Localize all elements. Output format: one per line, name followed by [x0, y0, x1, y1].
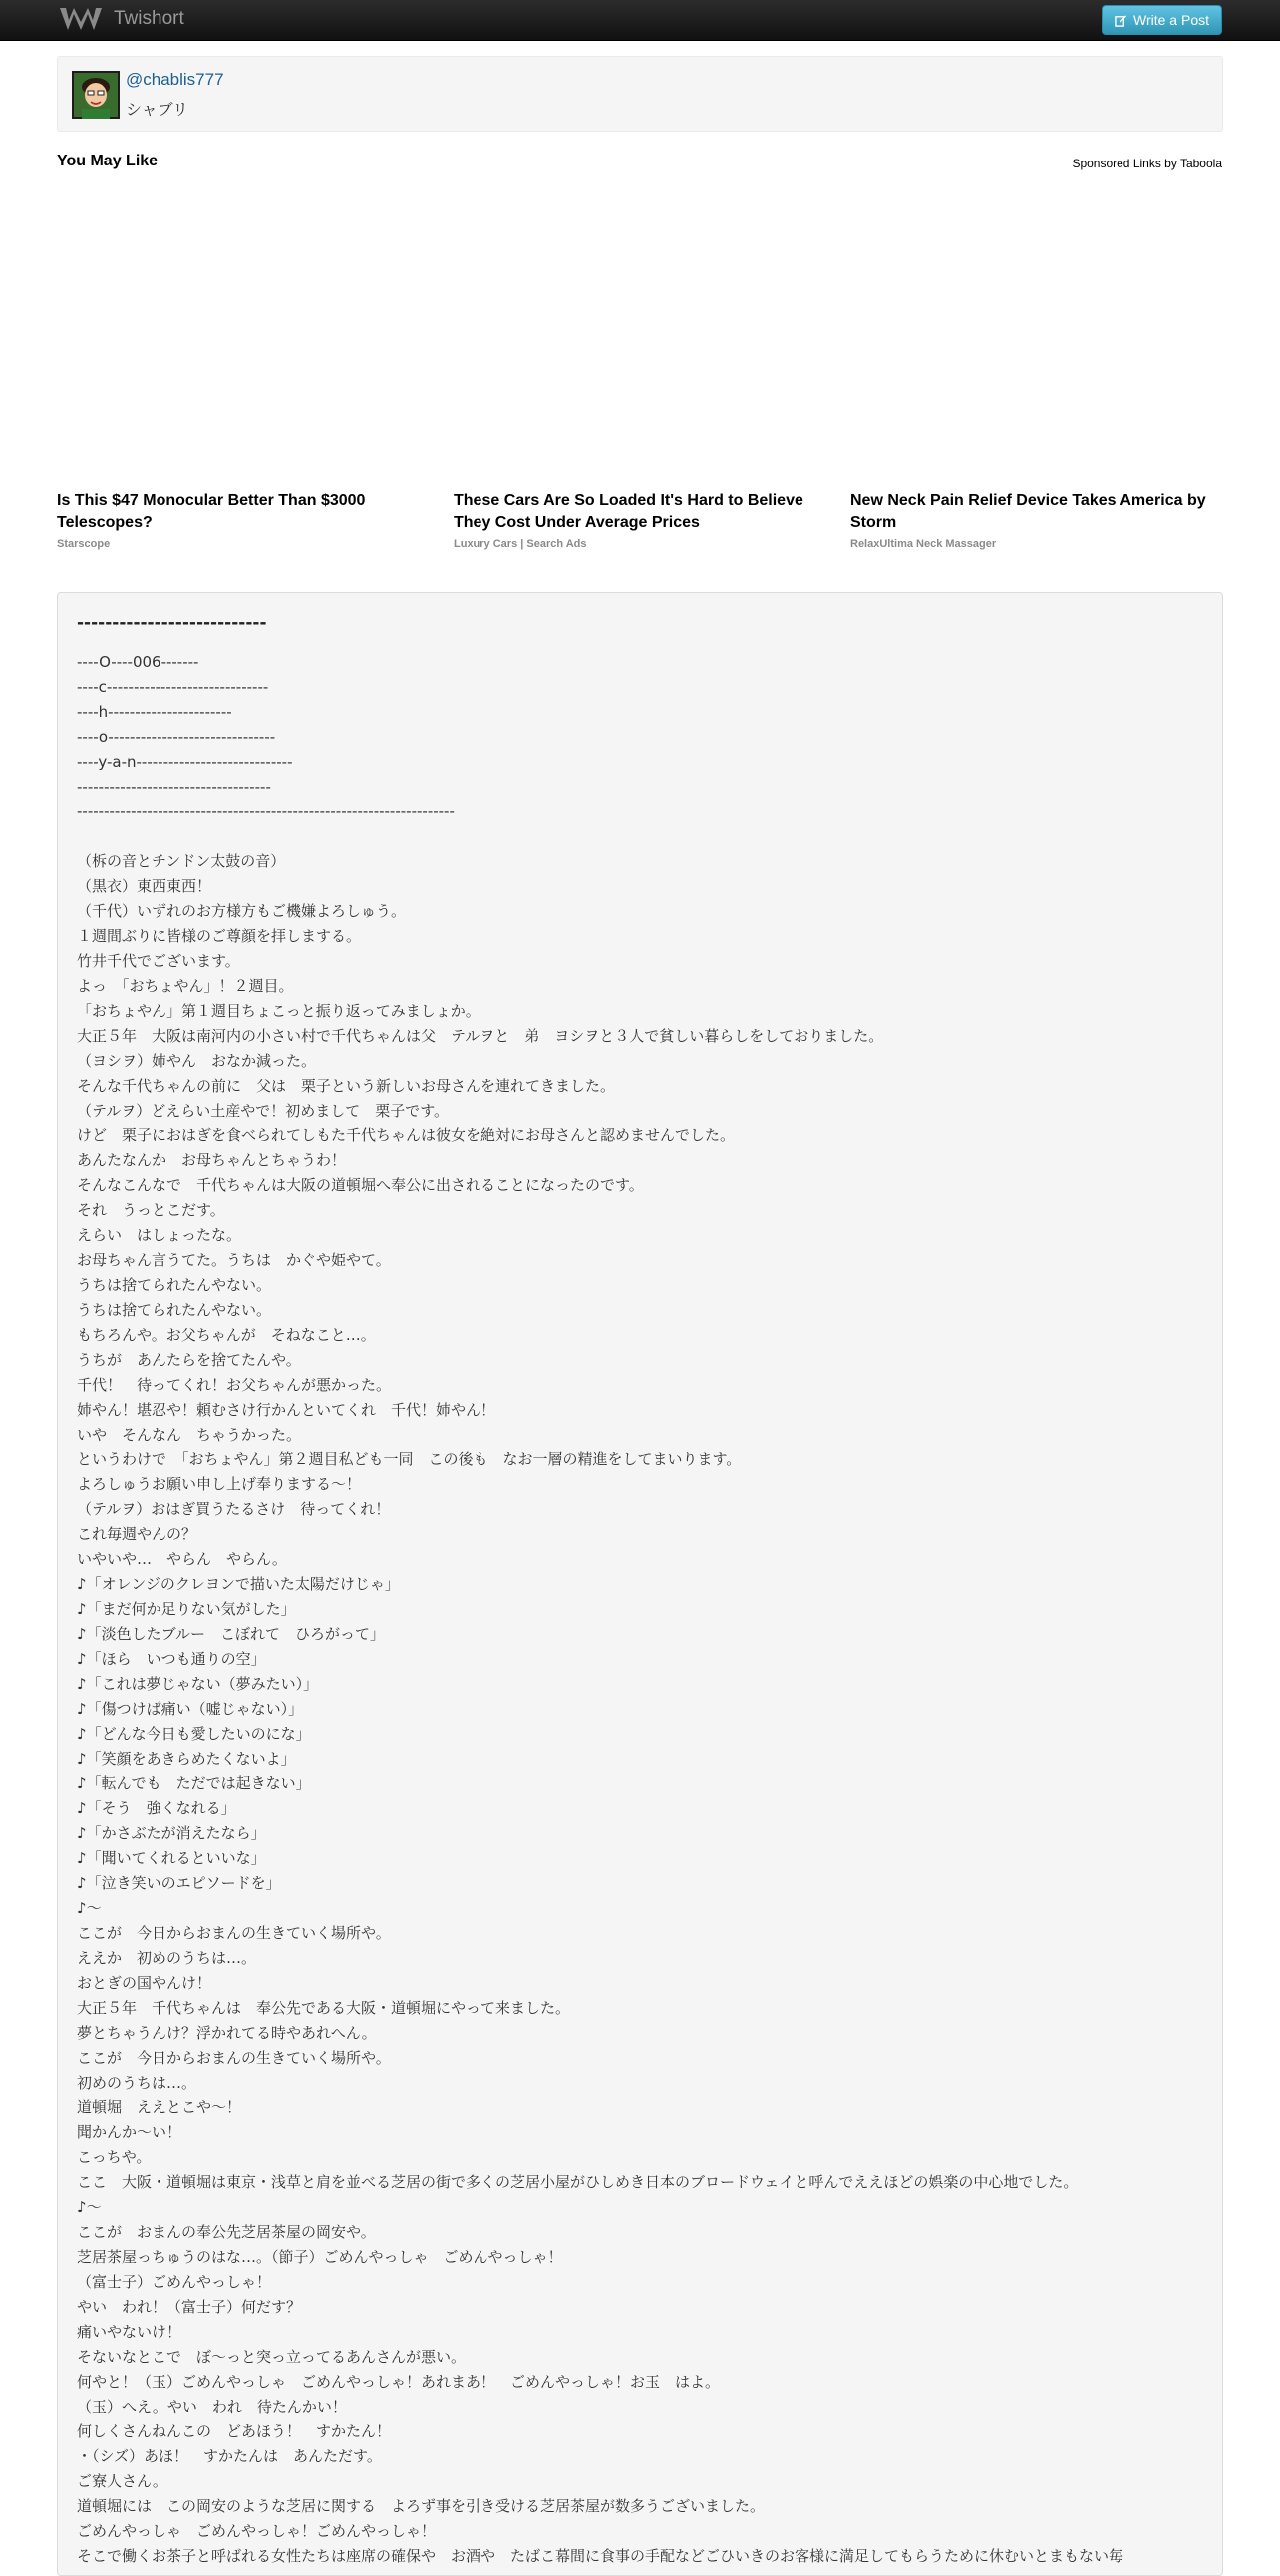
post-line: （テルヲ）どえらい土産やで！初めまして 栗子です。: [77, 1102, 450, 1120]
post-line: （柝の音とチンドン太鼓の音）: [77, 852, 286, 870]
post-line: １週間ぶりに皆様のご尊顔を拝しまする。: [77, 927, 362, 945]
post-line: ♪「かさぶたが消えたなら」: [77, 1824, 266, 1842]
post-line: ♪「どんな今日も愛したいのにな」: [77, 1725, 311, 1743]
ad-card[interactable]: [454, 181, 832, 550]
post-line: ここが 今日からおまんの生きていく場所や。: [77, 2049, 391, 2067]
ad-source[interactable]: Starscope: [57, 538, 111, 550]
post-line: ♪「オレンジのクレヨンで描いた太陽だけじゃ」: [77, 1575, 400, 1593]
ad-source[interactable]: Luxury Cars | Search Ads: [454, 538, 587, 550]
post-line: もちろんや。お父ちゃんが そねなこと…。: [77, 1326, 376, 1344]
post-line: （テルヲ）おはぎ買うたるさけ 待ってくれ！: [77, 1500, 391, 1518]
post-line: ごめんやっしゃ ごめんやっしゃ！ごめんやっしゃ！: [77, 2522, 437, 2540]
post-line: ♪「傷つけば痛い（嘘じゃない）」: [77, 1700, 304, 1718]
post-line: お母ちゃん言うてた。うちは かぐや姫やて。: [77, 1251, 391, 1269]
ad-title[interactable]: New Neck Pain Relief Device Takes America by Storm: [850, 492, 1206, 531]
user-bio: シャブリ: [126, 100, 189, 119]
post-line: ここが おまんの奉公先芝居茶屋の岡安や。: [77, 2223, 376, 2241]
post-line: えらい はしょったな。: [77, 1226, 242, 1244]
post-line: 大正５年 千代ちゃんは 奉公先である大阪・道頓堀にやって来ました。: [77, 1999, 571, 2017]
post-line: そんなこんなで 千代ちゃんは大阪の道頓堀へ奉公に出されることになったのです。: [77, 1176, 644, 1194]
post-line: （千代）いずれのお方様方もご機嫌よろしゅう。: [77, 902, 407, 920]
post-line: 何やと！（玉）ごめんやっしゃ ごめんやっしゃ！あれまあ！ ごめんやっしゃ！お玉 はよ。: [77, 2373, 721, 2391]
post-line: 千代！ 待ってくれ！お父ちゃんが悪かった。: [77, 1376, 392, 1394]
ad-image[interactable]: [454, 181, 832, 481]
you-may-like-heading: You May Like: [57, 153, 159, 169]
post-line: 道頓堀には この岡安のような芝居に関する よろず事を引き受ける芝居茶屋が数多うございました。: [77, 2497, 766, 2515]
post-line: 芝居茶屋っちゅうのはな…。（節子）ごめんやっしゃ ごめんやっしゃ！: [77, 2248, 563, 2266]
post-line: ♪「まだ何か足りない気がした」: [77, 1600, 296, 1618]
ad-title[interactable]: These Cars Are So Loaded It's Hard to Believe They Cost Under Average Prices: [454, 492, 803, 531]
post-line: これ毎週やんの？: [77, 1525, 197, 1543]
post-line: （富士子）ごめんやっしゃ！: [77, 2273, 272, 2291]
post-line: それ うっとこだす。: [77, 1201, 225, 1219]
ad-card[interactable]: [850, 181, 1229, 550]
post-line: 聞かんか～い！: [77, 2123, 182, 2141]
post-line: やい われ！（富士子）何だす？: [77, 2298, 302, 2316]
post-line: ----O----006-------: [77, 653, 199, 671]
post-line: あんたなんか お母ちゃんとちゃうわ！: [77, 1151, 347, 1169]
post-line: 初めのうちは…。: [77, 2074, 197, 2092]
ad-image[interactable]: [57, 181, 436, 481]
post-line: そこで働くお茶子と呼ばれる女性たちは座席の確保や お酒や たばこ幕間に食事の手配などごひいきのお客様に満足してもらうために休むいとまもない毎: [77, 2547, 1124, 2565]
post-line: ご寮人さん。: [77, 2472, 167, 2490]
post-line: 何しくさんねんこの どあほう！ すかたん！: [77, 2422, 392, 2440]
post-line: 「おちょやん」第１週目ちょこっと振り返ってみましょか。: [77, 1002, 480, 1020]
profile-card: [57, 56, 1223, 132]
post-line: ----------------------------------------------------------------------: [77, 803, 455, 820]
post-line: 痛いやないけ！: [77, 2323, 182, 2341]
post-line: ・（シズ）あほ！ すかたんは あんただす。: [77, 2447, 382, 2465]
post-line: いや そんなん ちゃうかった。: [77, 1426, 302, 1444]
post-line: いやいや… やらん やらん。: [77, 1550, 287, 1568]
post-line: （黒衣）東西東西！: [77, 877, 212, 895]
post-line: けど 栗子におはぎを食べられてしもた千代ちゃんは彼女を絶対にお母さんと認めませんでした。: [77, 1127, 736, 1144]
post-line: ♪「泣き笑いのエピソードを」: [77, 1874, 281, 1892]
post-body: [77, 650, 1203, 2569]
sponsored-links[interactable]: Sponsored Links by Taboola: [1072, 157, 1222, 170]
post-line: ------------------------------------: [77, 778, 271, 796]
post-line: 道頓堀 ええとこや～！: [77, 2098, 242, 2116]
post-content: [57, 592, 1223, 2576]
post-line: ここ 大阪・道頓堀は東京・浅草と肩を並べる芝居の街で多くの芝居小屋がひしめき日本のブロードウェイと呼んでええほどの娯楽の中心地でした。: [77, 2173, 1079, 2191]
post-line: そないなとこで ぼ～っと突っ立ってるあんさんが悪い。: [77, 2348, 467, 2366]
post-line: そんな千代ちゃんの前に 父は 栗子という新しいお母さんを連れてきました。: [77, 1077, 616, 1095]
post-line: おとぎの国やんけ！: [77, 1974, 212, 1992]
post-line: [77, 824, 1203, 849]
ad-image[interactable]: [850, 181, 1229, 481]
post-line: ええか 初めのうちは…。: [77, 1949, 257, 1967]
twishort-logo-icon[interactable]: [58, 6, 104, 32]
post-line: ----c------------------------------: [77, 678, 269, 696]
post-line: ♪「淡色したブルー こぼれて ひろがって」: [77, 1625, 385, 1643]
post-line: 竹井千代でございます。: [77, 952, 240, 970]
post-heading: ---------------------------: [77, 613, 267, 633]
ad-title[interactable]: Is This $47 Monocular Better Than $3000 Telescopes?: [57, 492, 366, 531]
avatar-icon[interactable]: [72, 71, 120, 119]
username-link[interactable]: @chablis777: [126, 70, 224, 89]
post-line: ♪～: [77, 1899, 102, 1917]
post-line: ♪「そう 強くなれる」: [77, 1799, 236, 1817]
top-navbar: [0, 0, 1280, 41]
post-line: 姉やん！堪忍や！頼むさけ行かんといてくれ 千代！姉やん！: [77, 1401, 496, 1419]
post-line: 夢とちゃうんけ？浮かれてる時やあれへん。: [77, 2024, 377, 2042]
post-line: ♪「これは夢じゃない（夢みたい）」: [77, 1675, 319, 1693]
post-line: うちは捨てられたんやない。: [77, 1301, 272, 1319]
post-line: よろしゅうお願い申し上げ奉りまする～！: [77, 1475, 362, 1493]
post-line: こっちや。: [77, 2148, 152, 2166]
post-line: 大正５年 大阪は南河内の小さい村で千代ちゃんは父 テルヲと 弟 ヨシヲと３人で貧しい暮らしをしておりました。: [77, 1027, 884, 1045]
post-line: ♪～: [77, 2198, 102, 2216]
post-line: ----h-----------------------: [77, 703, 232, 721]
post-line: うちが あんたらを捨てたんや。: [77, 1351, 301, 1369]
write-post-label: Write a Post: [1133, 12, 1209, 28]
post-line: （ヨシヲ）姉やん おなか減った。: [77, 1052, 317, 1070]
ad-source[interactable]: RelaxUltima Neck Massager: [850, 538, 997, 550]
post-line: ♪「ほら いつも通りの空」: [77, 1650, 266, 1668]
post-line: というわけで 「おちょやん」第２週目私ども一同 この後も なお一層の精進をしてまいります。: [77, 1450, 742, 1468]
ad-card[interactable]: [57, 181, 436, 550]
post-line: ♪「笑顔をあきらめたくないよ」: [77, 1750, 296, 1768]
post-line: ここが 今日からおまんの生きていく場所や。: [77, 1924, 391, 1942]
post-line: ♪「転んでも ただでは起きない」: [77, 1774, 311, 1792]
edit-icon: [1115, 14, 1127, 27]
post-line: （玉）へえ。やい われ 待たんかい！: [77, 2398, 347, 2415]
post-line: ----y-a-n-----------------------------: [77, 753, 293, 771]
brand-name[interactable]: Twishort: [114, 8, 184, 29]
post-line: うちは捨てられたんやない。: [77, 1276, 272, 1294]
post-line: ----o-------------------------------: [77, 728, 276, 746]
post-line: ♪「聞いてくれるといいな」: [77, 1849, 266, 1867]
post-line: よっ 「おちょやん」！２週目。: [77, 977, 294, 995]
write-post-button[interactable]: [1102, 5, 1222, 35]
